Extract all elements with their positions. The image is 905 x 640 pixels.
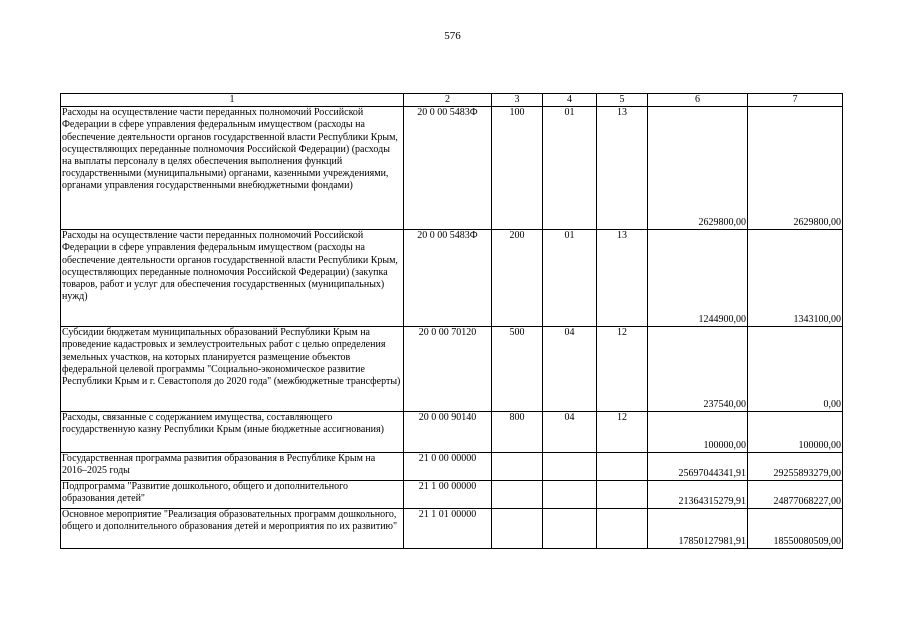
amount-year-1: 1244900,00 [648, 230, 748, 327]
amount-year-2: 24877068227,00 [748, 481, 843, 509]
subsection [597, 481, 648, 509]
expense-name: Расходы, связанные с содержанием имущества, составляющего государственную казну Республики Крым (иные бюджетные ассигнования) [61, 412, 404, 453]
expense-type [492, 453, 543, 481]
expense-type: 500 [492, 327, 543, 412]
section: 04 [543, 327, 597, 412]
table-row [61, 481, 843, 509]
expense-type: 200 [492, 230, 543, 327]
section [543, 509, 597, 549]
subsection: 13 [597, 107, 648, 230]
expense-name: Основное мероприятие "Реализация образовательных программ дошкольного, общего и дополнительного образования детей и мероприятия по их развитию" [61, 509, 404, 549]
table-row [61, 230, 843, 327]
column-header: 4 [543, 94, 597, 107]
amount-year-2: 29255893279,00 [748, 453, 843, 481]
section: 01 [543, 107, 597, 230]
expense-name: Расходы на осуществление части переданных полномочий Российской Федерации в сфере управления федеральным имуществом (расходы на обеспечение деятельности органов государственной власти Республики Крым, осуществляющих переданные полномочия Российской Федерации) (расходы на выплаты персоналу в целях обеспечения выполнения функций государственными (муниципальными) органами, казенными учреждениями, органами управления государственными внебюджетными фондами) [61, 107, 404, 230]
subsection: 12 [597, 412, 648, 453]
subsection: 13 [597, 230, 648, 327]
table-row [61, 412, 843, 453]
target-code: 20 0 00 90140 [404, 412, 492, 453]
column-header: 1 [61, 94, 404, 107]
target-code: 21 1 00 00000 [404, 481, 492, 509]
expense-type: 800 [492, 412, 543, 453]
column-header: 3 [492, 94, 543, 107]
target-code: 20 0 00 5483Ф [404, 107, 492, 230]
section [543, 481, 597, 509]
expense-name: Расходы на осуществление части переданных полномочий Российской Федерации в сфере управления федеральным имуществом (расходы на обеспечение деятельности органов государственной власти Республики Крым, осуществляющих переданные полномочия Российской Федерации) (закупка товаров, работ и услуг для обеспечения государственных (муниципальных) нужд) [61, 230, 404, 327]
subsection [597, 509, 648, 549]
expense-name: Субсидии бюджетам муниципальных образований Республики Крым на проведение кадастровых и землеустроительных работ с целью определения земельных участков, на которых планируется размещение объектов федеральной целевой программы "Социально-экономическое развитие Республики Крым и г. Севастополя до 2020 года" (межбюджетные трансферты) [61, 327, 404, 412]
column-number-header [61, 94, 843, 107]
subsection: 12 [597, 327, 648, 412]
target-code: 20 0 00 5483Ф [404, 230, 492, 327]
page-number: 576 [444, 30, 461, 42]
amount-year-1: 17850127981,91 [648, 509, 748, 549]
amount-year-2: 100000,00 [748, 412, 843, 453]
expense-name: Подпрограмма "Развитие дошкольного, общего и дополнительного образования детей" [61, 481, 404, 509]
column-header: 2 [404, 94, 492, 107]
subsection [597, 453, 648, 481]
section: 04 [543, 412, 597, 453]
target-code: 21 1 01 00000 [404, 509, 492, 549]
table-row [61, 107, 843, 230]
section [543, 453, 597, 481]
budget-table [60, 93, 843, 549]
column-header: 7 [748, 94, 843, 107]
column-header: 5 [597, 94, 648, 107]
amount-year-2: 1343100,00 [748, 230, 843, 327]
expense-type [492, 481, 543, 509]
amount-year-1: 25697044341,91 [648, 453, 748, 481]
section: 01 [543, 230, 597, 327]
target-code: 21 0 00 00000 [404, 453, 492, 481]
amount-year-2: 2629800,00 [748, 107, 843, 230]
table-row [61, 509, 843, 549]
table-row [61, 453, 843, 481]
target-code: 20 0 00 70120 [404, 327, 492, 412]
amount-year-2: 18550080509,00 [748, 509, 843, 549]
table-row [61, 327, 843, 412]
amount-year-1: 21364315279,91 [648, 481, 748, 509]
column-header: 6 [648, 94, 748, 107]
amount-year-1: 100000,00 [648, 412, 748, 453]
expense-type [492, 509, 543, 549]
amount-year-2: 0,00 [748, 327, 843, 412]
expense-name: Государственная программа развития образования в Республике Крым на 2016–2025 годы [61, 453, 404, 481]
amount-year-1: 237540,00 [648, 327, 748, 412]
expense-type: 100 [492, 107, 543, 230]
amount-year-1: 2629800,00 [648, 107, 748, 230]
